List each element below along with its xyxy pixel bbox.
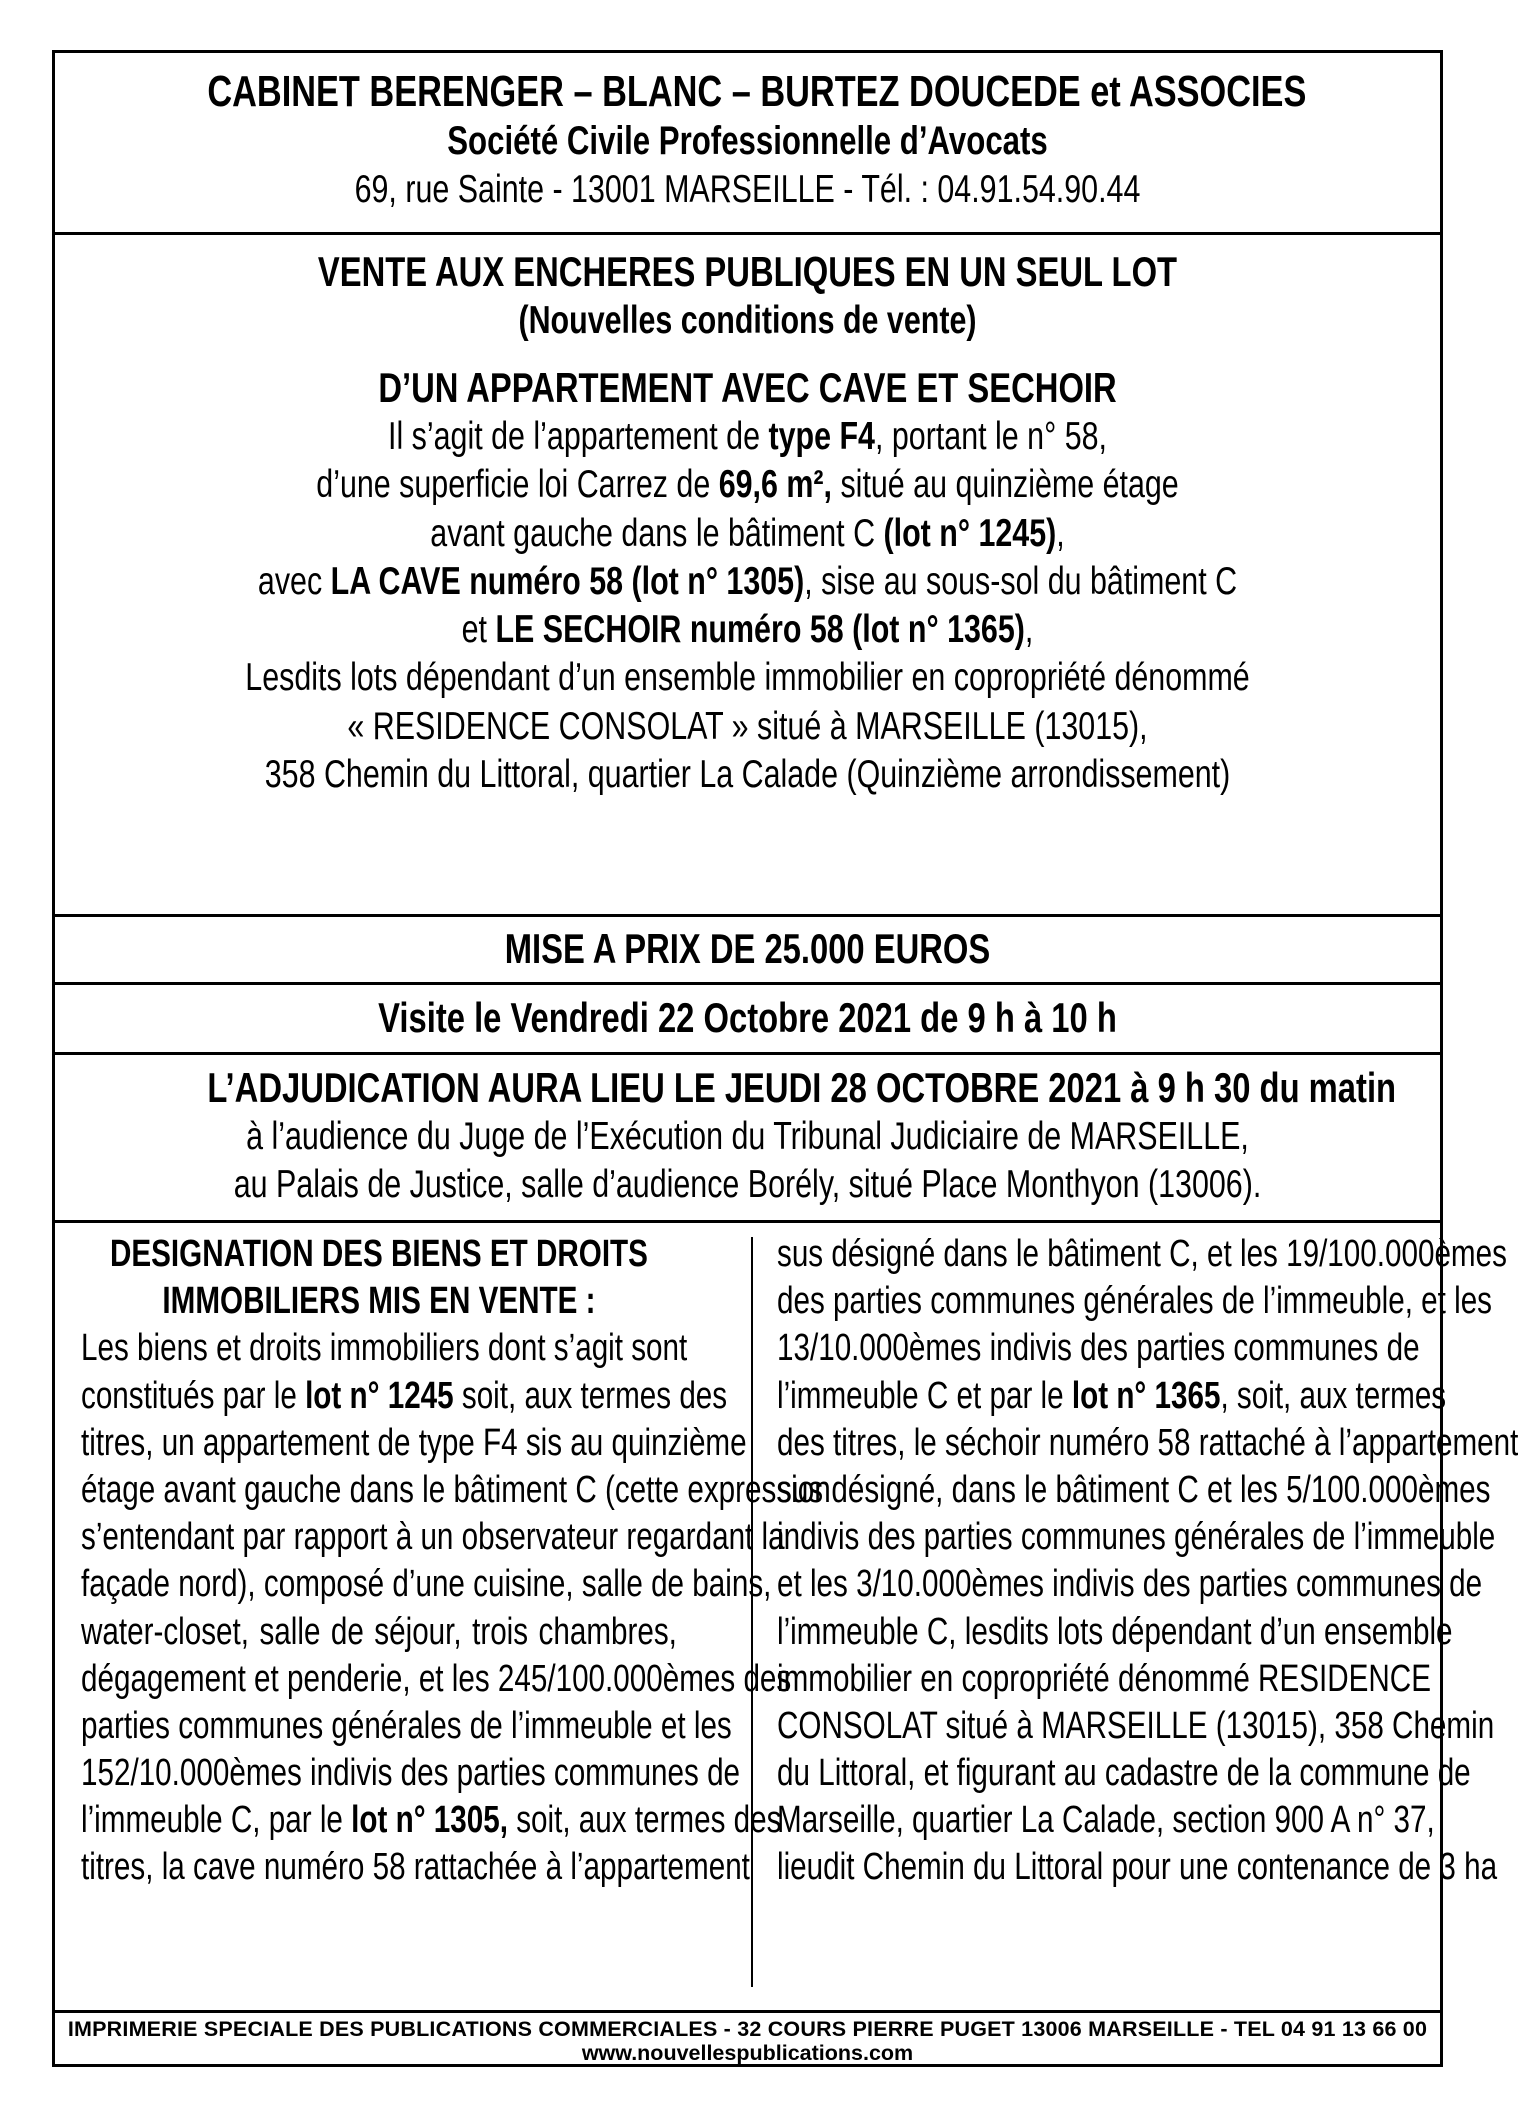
text-line: indivis des parties communes générales de l’immeuble: [777, 1516, 1496, 1559]
text-line: l’immeuble C et par le lot n° 1365, soit, aux termes: [777, 1374, 1447, 1417]
designation-right-column: [777, 1231, 1518, 1892]
property-line: « RESIDENCE CONSOLAT » situé à MARSEILLE (13015),: [347, 704, 1148, 748]
text-line: des parties communes générales de l’immeuble, et les: [777, 1280, 1493, 1323]
designation-section: [55, 1223, 1518, 2013]
printer-website: www.nouvellespublications.com: [581, 2041, 914, 2065]
text-line: et les 3/10.000èmes indivis des parties communes de: [777, 1563, 1483, 1606]
text-line: Marseille, quartier La Calade, section 900 A n° 37,: [777, 1799, 1435, 1842]
text-line: 13/10.000èmes indivis des parties communes de: [777, 1327, 1420, 1370]
text-line: titres, un appartement de type F4 sis au quinzième: [81, 1421, 747, 1464]
text-line: sus désigné dans le bâtiment C, et les 19/100.000èmes: [777, 1233, 1507, 1275]
designation-heading: DESIGNATION DES BIENS ET DROITS: [109, 1233, 648, 1275]
text-line: façade nord), composé d’une cuisine, salle de bains,: [81, 1563, 772, 1606]
text-line: des titres, le séchoir numéro 58 rattaché à l’appartement: [777, 1421, 1518, 1464]
column-divider: [751, 1237, 753, 1987]
property-line: Il s’agit de l’appartement de type F4, portant le n° 58,: [387, 415, 1107, 458]
firm-address: 69, rue Sainte - 13001 MARSEILLE - Tél. : 04.91.54.90.44: [354, 168, 1141, 211]
text-line: dégagement et penderie, et les 245/100.000èmes des: [81, 1657, 792, 1700]
legal-notice-frame: [52, 50, 1518, 2067]
sale-subtitle: (Nouvelles conditions de vente): [518, 299, 977, 342]
property-line: 358 Chemin du Littoral, quartier La Calade (Quinzième arrondissement): [264, 753, 1231, 797]
adjudication-title: L’ADJUDICATION AURA LIEU LE JEUDI 28 OCTOBRE 2021 à 9 h 30 du matin: [207, 1064, 1397, 1111]
law-firm-header: [55, 53, 1440, 235]
property-line: et LE SECHOIR numéro 58 (lot n° 1365),: [461, 608, 1034, 652]
text-line: parties communes générales de l’immeuble et les: [81, 1704, 732, 1747]
text-line: Les biens et droits immobiliers dont s’agit sont: [81, 1327, 688, 1370]
designation-left-column: [81, 1231, 831, 1892]
printer-address: IMPRIMERIE SPECIALE DES PUBLICATIONS COMMERCIALES - 32 COURS PIERRE PUGET 13006 MARSEILLE - TEL 04 91 13 66 00: [67, 2017, 1428, 2041]
text-line: immobilier en copropriété dénommé RESIDENCE: [777, 1657, 1431, 1700]
sale-description: [55, 235, 1440, 917]
text-line: s’entendant par rapport à un observateur regardant la: [81, 1516, 785, 1559]
property-line: d’une superficie loi Carrez de 69,6 m², situé au quinzième étage: [316, 463, 1179, 507]
text-line: 152/10.000èmes indivis des parties communes de: [81, 1752, 741, 1795]
text-line: étage avant gauche dans le bâtiment C (cette expression: [81, 1468, 831, 1511]
starting-price: MISE A PRIX DE 25.000 EUROS: [55, 917, 1440, 985]
property-line: avant gauche dans le bâtiment C (lot n° 1245),: [430, 511, 1065, 555]
text-line: du Littoral, et figurant au cadastre de la commune de: [777, 1752, 1471, 1795]
property-line: avec LA CAVE numéro 58 (lot n° 1305), sise au sous-sol du bâtiment C: [257, 559, 1238, 603]
designation-heading: IMMOBILIERS MIS EN VENTE :: [162, 1280, 596, 1323]
property-object: D’UN APPARTEMENT AVEC CAVE ET SECHOIR: [378, 364, 1117, 411]
sale-title: VENTE AUX ENCHERES PUBLIQUES EN UN SEUL LOT: [317, 248, 1178, 295]
property-line: Lesdits lots dépendant d’un ensemble immobilier en copropriété dénommé: [245, 656, 1250, 700]
text-line: sus désigné, dans le bâtiment C et les 5/100.000èmes: [777, 1468, 1491, 1511]
text-line: l’immeuble C, lesdits lots dépendant d’un ensemble: [777, 1610, 1453, 1653]
text-line: constitués par le lot n° 1245 soit, aux termes des: [81, 1374, 728, 1417]
printer-footer: [55, 2013, 1440, 2067]
adjudication-line: à l’audience du Juge de l’Exécution du Tribunal Judiciaire de MARSEILLE,: [246, 1115, 1249, 1158]
adjudication-line: au Palais de Justice, salle d’audience Borély, situé Place Monthyon (13006).: [233, 1163, 1262, 1206]
text-line: lieudit Chemin du Littoral pour une contenance de 3 ha: [777, 1846, 1498, 1889]
text-line: water-closet, salle de séjour, trois chambres,: [81, 1610, 677, 1653]
text-line: titres, la cave numéro 58 rattachée à l’appartement: [81, 1846, 750, 1889]
firm-name: CABINET BERENGER – BLANC – BURTEZ DOUCEDE et ASSOCIES: [207, 67, 1307, 116]
firm-society-type: Société Civile Professionnelle d’Avocats: [447, 119, 1048, 163]
text-line: CONSOLAT situé à MARSEILLE (13015), 358 Chemin: [777, 1704, 1495, 1747]
visit-date: Visite le Vendredi 22 Octobre 2021 de 9 h à 10 h: [55, 985, 1440, 1055]
text-line: l’immeuble C, par le lot n° 1305, soit, aux termes des: [81, 1799, 782, 1842]
adjudication-info: [55, 1055, 1440, 1223]
